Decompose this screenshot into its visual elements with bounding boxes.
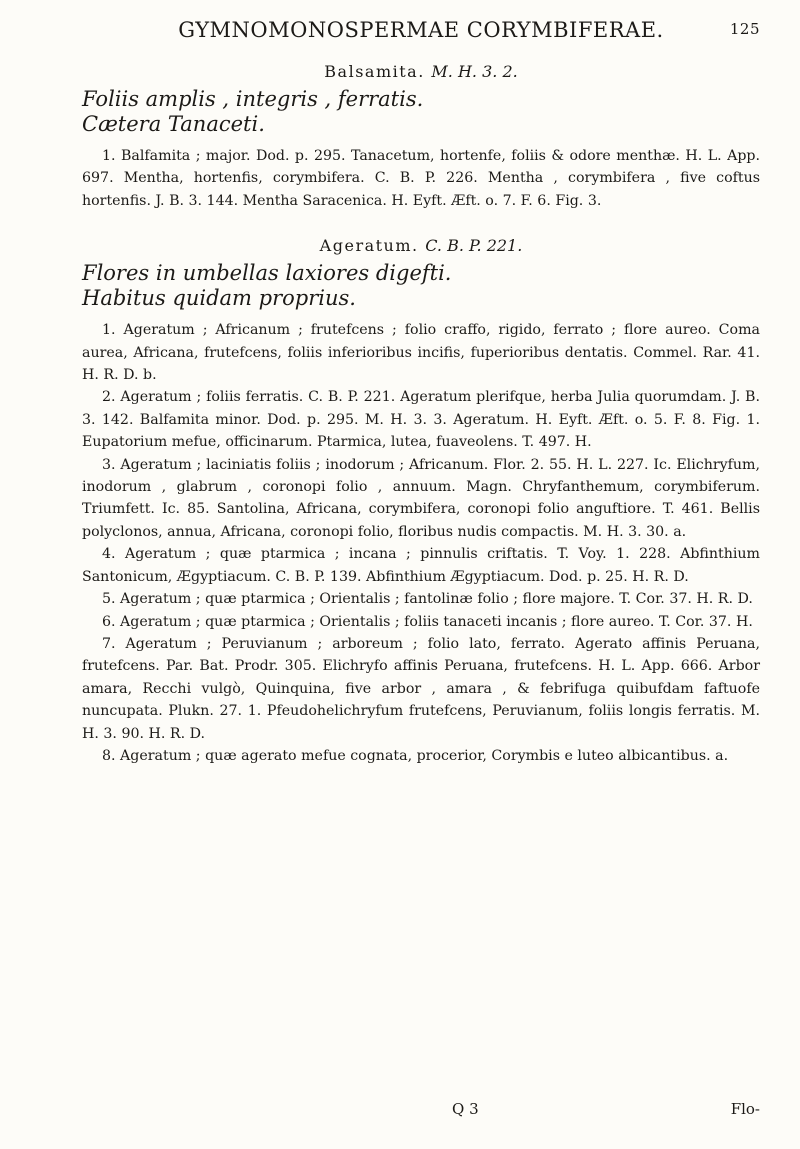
genus-heading (82, 62, 760, 81)
species-entry: 6. Ageratum ; quæ ptarmica ; Orientalis ; foliis tanaceti incanis ; flore aureo. T. Cor. 37. H. (102, 613, 753, 630)
running-title: GYMNOMONOSPERMAE CORYMBIFERAE. (178, 18, 664, 42)
page-number: 125 (729, 20, 760, 38)
running-head (82, 18, 760, 42)
page-footer (82, 1100, 760, 1122)
species-entry: 4. Ageratum ; quæ ptarmica ; incana ; pinnulis criftatis. T. Voy. 1. 228. Abfinthium Santonicum, Ægyptiacum. C. B. P. 139. Abfinthium Ægyptiacum. Dod. p. 25. H. R. D. (82, 546, 760, 585)
genus-heading (82, 236, 760, 255)
genus-diagnosis: Flores in umbellas laxiores digefti. (82, 261, 452, 286)
section-balsamita (82, 62, 760, 212)
genus-diagnosis: Foliis amplis , integris , ferratis. (82, 87, 424, 111)
species-entry: 3. Ageratum ; laciniatis foliis ; inodorum ; Africanum. Flor. 2. 55. H. L. 227. Ic. Elichryfum, inodorum , glabrum , coronopi folio , annuum. Magn. Chryfanthemum, corymbiferum. Triumfett. Ic. 85. Santolina, Africana, corymbifera, coronopi folio anguftiore. T. 461. Bellis polyclonos, annua, Africana, coronopi folio, floribus nudis compactis. M. H. 3. 30. a. (82, 456, 760, 540)
species-entry: 2. Ageratum ; foliis ferratis. C. B. P. 221. Ageratum plerifque, herba Julia quorumdam. J. B. 3. 142. Balfamita minor. Dod. p. 295. M. H. 3. 3. Ageratum. H. Eyft. Æft. o. 5. F. 8. Fig. 1. Eupatorium mefue, officinarum. Ptarmica, lutea, fuaveolens. T. 497. H. (82, 389, 760, 451)
genus-reference: M. H. 3. 2. (431, 62, 518, 81)
signature-mark: Q 3 (452, 1100, 479, 1118)
species-entry: 5. Ageratum ; quæ ptarmica ; Orientalis ; fantolinæ folio ; flore majore. T. Cor. 37. H. R. D. (102, 591, 753, 608)
species-entry: 7. Ageratum ; Peruvianum ; arboreum ; folio lato, ferrato. Agerato affinis Peruana, frutefcens. Par. Bat. Prodr. 305. Elichryfo affinis Peruana, frutefcens. H. L. App. 666. Arbor amara, Recchi vulgò, Quinquina, five arbor , amara , & febrifuga quibufdam faftuofe nuncupata. Plukn. 27. 1. Pfeudohelichryfum frutefcens, Peruvianum, foliis longis ferratis. M. H. 3. 90. H. R. D. (82, 635, 760, 742)
species-entry: 8. Ageratum ; quæ agerato mefue cognata, procerior, Corymbis e luteo albicantibus. a. (102, 747, 729, 764)
genus-name: Balsamita. (324, 62, 425, 81)
genus-reference: C. B. P. 221. (425, 236, 523, 256)
catchword: Flo- (730, 1100, 760, 1118)
species-entry: 1. Balfamita ; major. Dod. p. 295. Tanacetum, hortenfe, foliis & odore menthæ. H. L. App. 697. Mentha, hortenfis, corymbifera. C. B. P. 226. Mentha , corymbifera , five coftus hortenfis. J. B. 3. 144. Mentha Saracenica. H. Eyft. Æft. o. 7. F. 6. Fig. 3. (82, 148, 760, 209)
section-ageratum (82, 236, 760, 767)
genus-diagnosis: Cætera Tanaceti. (82, 112, 265, 136)
genus-name: Ageratum. (319, 236, 419, 256)
genus-diagnosis: Habitus quidam proprius. (82, 286, 356, 311)
species-entry: 1. Ageratum ; Africanum ; frutefcens ; folio craffo, rigido, ferrato ; flore aureo. Coma aurea, Africana, frutefcens, foliis inferioribus incifis, fuperioribus dentatis. Commel. Rar. 41. H. R. D. b. (82, 322, 760, 384)
